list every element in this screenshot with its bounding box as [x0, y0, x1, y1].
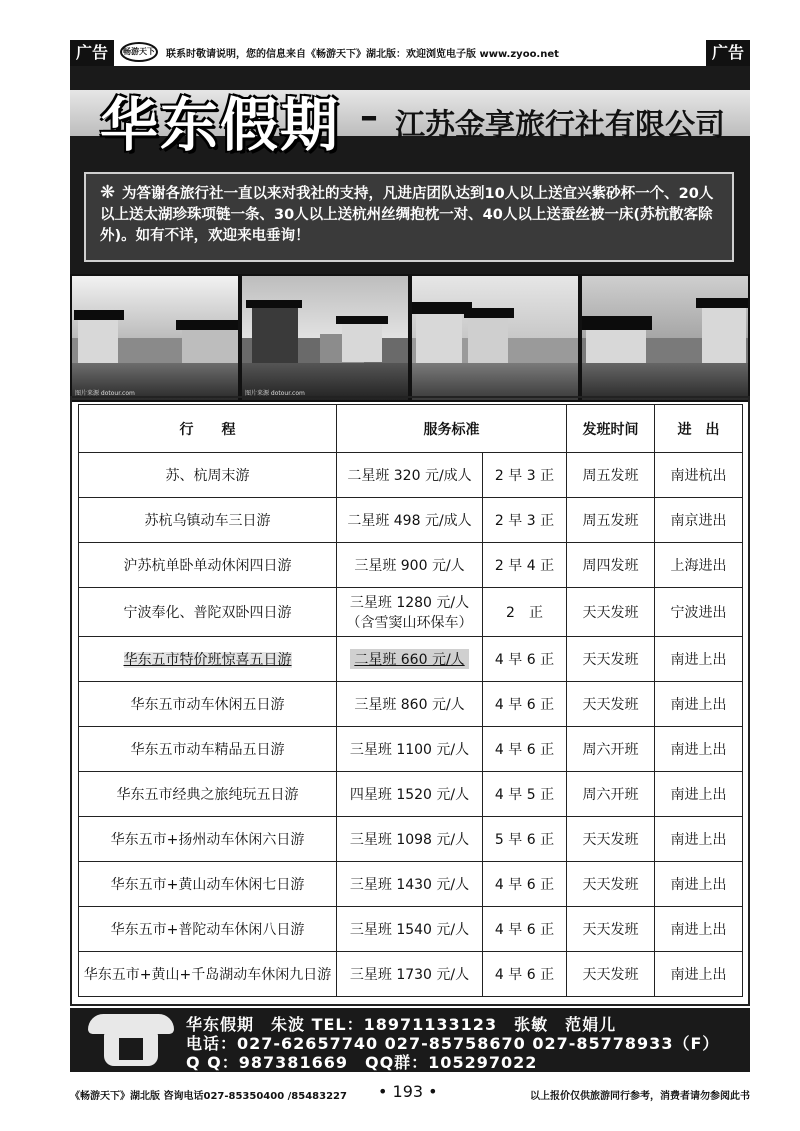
contact-qq: Q Q：987381669 QQ群：105297022	[186, 1053, 538, 1072]
departure-cell: 天天发班	[567, 817, 655, 862]
table-row	[79, 543, 743, 588]
table-header-row	[79, 405, 743, 453]
meals-cell: 2 正	[483, 588, 567, 637]
header-departure: 发班时间	[567, 405, 655, 453]
meals-cell: 2 早 3 正	[483, 453, 567, 498]
meals-cell: 4 早 6 正	[483, 727, 567, 772]
grade-cell: 三星班 1430 元/人	[337, 862, 483, 907]
inout-cell: 南进上出	[655, 952, 743, 997]
grade-cell: 三星班 1730 元/人	[337, 952, 483, 997]
grade-cell: 四星班 1520 元/人	[337, 772, 483, 817]
meals-cell: 4 早 5 正	[483, 772, 567, 817]
grade-text: 三星班 1280 元/人	[349, 595, 470, 611]
departure-cell: 周六开班	[567, 772, 655, 817]
inout-cell: 南进上出	[655, 727, 743, 772]
inout-cell: 宁波进出	[655, 588, 743, 637]
table-row	[79, 727, 743, 772]
route-cell: 华东五市+黄山动车休闲七日游	[79, 862, 337, 907]
footer-disclaimer: 以上报价仅供旅游同行参考，消费者请勿参阅此书	[530, 1091, 750, 1102]
route-cell: 华东五市经典之旅纯玩五日游	[79, 772, 337, 817]
departure-cell: 周五发班	[567, 498, 655, 543]
highlighted-route: 华东五市特价班惊喜五日游	[123, 652, 292, 668]
departure-cell: 周六开班	[567, 727, 655, 772]
table-row	[79, 588, 743, 637]
header-service: 服务标准	[337, 405, 567, 453]
contact-phones: 电话：027-62657740 027-85758670 027-85778933（F）	[186, 1034, 720, 1053]
telephone-icon	[88, 1014, 174, 1066]
meals-cell: 5 早 6 正	[483, 817, 567, 862]
departure-cell: 天天发班	[567, 862, 655, 907]
departure-cell: 周五发班	[567, 453, 655, 498]
grade-cell: 二星班 498 元/成人	[337, 498, 483, 543]
route-cell: 华东五市动车精品五日游	[79, 727, 337, 772]
inout-cell: 南京进出	[655, 498, 743, 543]
meals-cell: 4 早 6 正	[483, 862, 567, 907]
grade-note: （含雪窦山环保车）	[346, 615, 473, 631]
grade-cell: 三星班 860 元/人	[337, 682, 483, 727]
photo-water-town-4	[582, 276, 748, 400]
title-banner	[70, 66, 750, 162]
route-cell: 华东五市+扬州动车休闲六日游	[79, 817, 337, 862]
departure-cell: 天天发班	[567, 682, 655, 727]
route-cell: 苏、杭周末游	[79, 453, 337, 498]
inout-cell: 南进上出	[655, 862, 743, 907]
departure-cell: 周四发班	[567, 543, 655, 588]
header-inout: 进 出	[655, 405, 743, 453]
inout-cell: 南进上出	[655, 682, 743, 727]
page-footer	[70, 1084, 750, 1102]
route-cell: 华东五市+普陀动车休闲八日游	[79, 907, 337, 952]
meals-cell: 4 早 6 正	[483, 952, 567, 997]
departure-cell: 天天发班	[567, 637, 655, 682]
ad-label-left: 广告	[70, 40, 114, 66]
grade-cell	[337, 588, 483, 637]
header-route: 行 程	[79, 405, 337, 453]
inout-cell: 南进上出	[655, 907, 743, 952]
contact-bar	[70, 1008, 750, 1072]
photo-caption: 图片来源 dotour.com	[75, 390, 135, 397]
banner-dash: –	[360, 96, 378, 137]
meals-cell: 4 早 6 正	[483, 637, 567, 682]
table-row	[79, 952, 743, 997]
departure-cell: 天天发班	[567, 952, 655, 997]
topbar-notice: 联系时敬请说明，您的信息来自《畅游天下》湖北版：欢迎浏览电子版 www.zyoo.net	[166, 49, 559, 60]
grade-cell: 三星班 900 元/人	[337, 543, 483, 588]
grade-cell: 三星班 1100 元/人	[337, 727, 483, 772]
flower-icon: ❋	[100, 182, 116, 203]
photo-water-town-3	[412, 276, 578, 400]
photo-strip	[70, 274, 750, 402]
table-row	[79, 862, 743, 907]
photo-water-town-1	[72, 276, 238, 400]
grade-cell: 三星班 1098 元/人	[337, 817, 483, 862]
inout-cell: 南进上出	[655, 637, 743, 682]
promo-text: 为答谢各旅行社一直以来对我社的支持，凡进店团队达到10人以上送宜兴紫砂杯一个、20人以上送太湖珍珠项链一条、30人以上送杭州丝绸抱枕一对、40人以上送蚕丝被一床(苏杭散客除外)。如有不详，欢迎来电垂询！	[100, 186, 714, 244]
route-cell: 华东五市+黄山+千岛湖动车休闲九日游	[79, 952, 337, 997]
tour-schedule-table	[78, 404, 743, 997]
meals-cell: 2 早 3 正	[483, 498, 567, 543]
page-number: • 193 •	[378, 1082, 438, 1101]
footer-hotline: 《畅游天下》湖北版 咨询电话027-85350400 /85483227	[70, 1091, 347, 1102]
departure-cell: 天天发班	[567, 907, 655, 952]
magazine-logo: 畅游天下	[120, 42, 158, 62]
route-cell	[79, 637, 337, 682]
table-row	[79, 772, 743, 817]
banner-title: 华东假期	[100, 91, 341, 159]
highlighted-grade: 二星班 660 元/人	[350, 649, 468, 669]
photo-caption: 图片来源 dotour.com	[245, 390, 305, 397]
table-row	[79, 498, 743, 543]
table-row-highlighted	[79, 637, 743, 682]
inout-cell: 南进上出	[655, 772, 743, 817]
meals-cell: 2 早 4 正	[483, 543, 567, 588]
inout-cell: 南进杭出	[655, 453, 743, 498]
departure-cell: 天天发班	[567, 588, 655, 637]
promo-box	[84, 172, 734, 262]
route-cell: 华东五市动车休闲五日游	[79, 682, 337, 727]
meals-cell: 4 早 6 正	[483, 907, 567, 952]
table-row	[79, 907, 743, 952]
meals-cell: 4 早 6 正	[483, 682, 567, 727]
route-cell: 沪苏杭单卧单动休闲四日游	[79, 543, 337, 588]
grade-cell: 二星班 320 元/成人	[337, 453, 483, 498]
ad-label-right: 广告	[706, 40, 750, 66]
photo-water-town-2	[242, 276, 408, 400]
contact-names: 华东假期 朱波 TEL：18971133123 张敏 范娟儿	[186, 1015, 617, 1034]
grade-cell: 三星班 1540 元/人	[337, 907, 483, 952]
company-name: 江苏金享旅行社有限公司	[395, 108, 725, 143]
table-row	[79, 453, 743, 498]
route-cell: 苏杭乌镇动车三日游	[79, 498, 337, 543]
table-row	[79, 817, 743, 862]
inout-cell: 上海进出	[655, 543, 743, 588]
grade-cell	[337, 637, 483, 682]
promo-section	[70, 162, 750, 274]
inout-cell: 南进上出	[655, 817, 743, 862]
table-row	[79, 682, 743, 727]
topbar	[70, 40, 750, 66]
route-cell: 宁波奉化、普陀双卧四日游	[79, 588, 337, 637]
